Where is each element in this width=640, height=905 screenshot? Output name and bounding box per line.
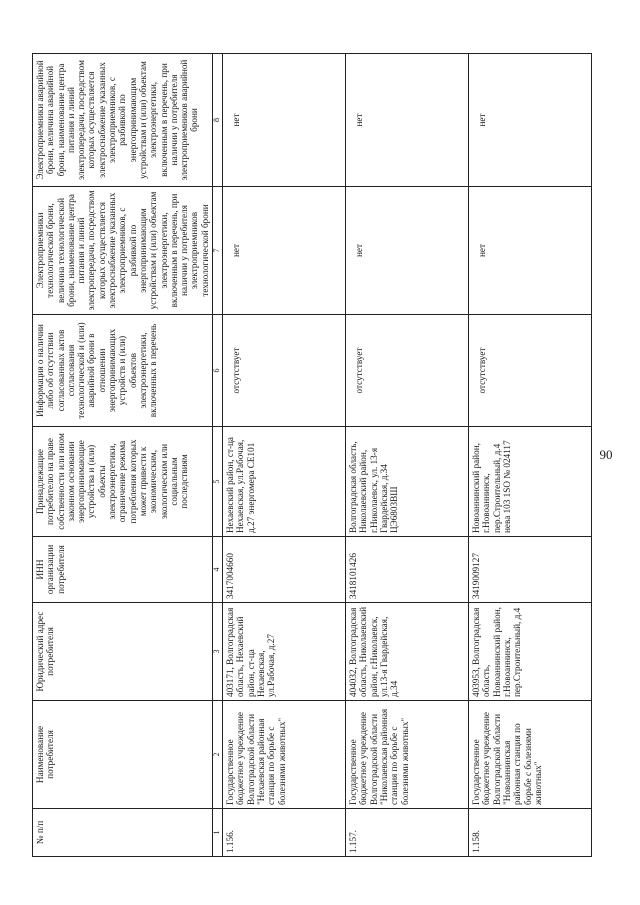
consumer-name: Государственное бюджетное учреждение Волгоградской области "Нехаевская районная станция по борьбе с болезнями животных" [223, 701, 346, 809]
inn-value: 3418101426 [346, 537, 469, 603]
acts-status: отсутствует [469, 315, 592, 427]
table-row [346, 54, 469, 857]
consumer-table [32, 53, 592, 857]
header-cell-emergency-reserve: Электроприемники аварийной брони, величина аварийной брони, наименование центра питания и линий электропередачи, посредством которых осуществляется электроснабжение указанных электроприемников, с разбивкой по энергопринимающим устройствам и (или) объектам электроэнергетики, включенным в перечень, при наличии у потребителя электроприемников аварийной брони [33, 54, 213, 187]
page-number: 90 [599, 447, 613, 462]
tech-reserve-value: нет [469, 187, 592, 315]
column-number: 3 [213, 603, 223, 701]
legal-address: 403171, Волгоградская область, Нехаевский район, ст-ца Нехаевская, ул.Рабочая, д.27 [223, 603, 346, 701]
column-number-row [213, 54, 223, 857]
row-number: 1.157. [346, 809, 469, 857]
header-cell-acts: Информация о наличии либо об отсутствии согласованных актов согласования технологической и (или) аварийной брони в отношении энергопринимающих устройств и (или) объектов электроэнергетики, включенных в перечень [33, 315, 213, 427]
column-number: 8 [213, 54, 223, 187]
column-number: 1 [213, 809, 223, 857]
column-number: 2 [213, 701, 223, 809]
row-number: 1.158. [469, 809, 592, 857]
header-cell-number: № п/п [33, 809, 213, 857]
header-cell-devices: Принадлежащие потребителю на праве собственности или ином законном основании энергопринимающие устройства и (или) объекты электроэнергетики, ограничение режима потребления которых может привести к экономическим, экологическим или социальным последствиям [33, 427, 213, 537]
header-cell-inn: ИНН организации потребителя [33, 537, 213, 603]
table-header-row [33, 54, 213, 857]
inn-value: 3419009127 [469, 537, 592, 603]
tech-reserve-value: нет [346, 187, 469, 315]
header-cell-address: Юридический адрес потребителя [33, 603, 213, 701]
table-row [469, 54, 592, 857]
emergency-reserve-value: нет [223, 54, 346, 187]
acts-status: отсутствует [346, 315, 469, 427]
legal-address: 403953, Волгоградская область, Новоаннинский район, г.Новоаннинск, пер.Строительный, д.4 [469, 603, 592, 701]
column-number: 4 [213, 537, 223, 603]
header-cell-name: Наименование потребителя [33, 701, 213, 809]
column-number: 6 [213, 315, 223, 427]
emergency-reserve-value: нет [346, 54, 469, 187]
consumer-name: Государственное бюджетное учреждение Волгоградской области "Николаевская районная станция по борьбе с болезнями животных" [346, 701, 469, 809]
table-row [223, 54, 346, 857]
devices-description: Волгоградская область, Николаевский район, г.Николаевск, ул. 13-я Гвардейская, д.34 ЦЭ6803ВШ [346, 427, 469, 537]
emergency-reserve-value: нет [469, 54, 592, 187]
inn-value: 3417004660 [223, 537, 346, 603]
column-number: 5 [213, 427, 223, 537]
devices-description: Нехаевский район, ст-ца Нехаевская, ул.Рабочая, д.27 энергомера СЕ101 [223, 427, 346, 537]
column-number: 7 [213, 187, 223, 315]
acts-status: отсутствует [223, 315, 346, 427]
legal-address: 404032, Волгоградская область, Николаевский район, г.Николаевск, ул.13-я Гвардейская, д.34 [346, 603, 469, 701]
tech-reserve-value: нет [223, 187, 346, 315]
header-cell-tech-reserve: Электроприемники технологической брони, величина технологической брони, наименование центра питания и линий электропередачи, посредством которых осуществляется электроснабжение указанных электроприемников, с разбивкой по энергопринимающим устройствам и (или) объектам электроэнергетики, включенным в перечень, при наличии у потребителя электроприемников технологической брони [33, 187, 213, 315]
row-number: 1.156. [223, 809, 346, 857]
devices-description: Новоаннинский район, г.Новоаннинск, пер.Строительный, д.4 нева 103 1SO № 024117 [469, 427, 592, 537]
consumer-name: Государственное бюджетное учреждение Волгоградской области "Новоаннинская районная станция по борьбе с болезнями животных" [469, 701, 592, 809]
